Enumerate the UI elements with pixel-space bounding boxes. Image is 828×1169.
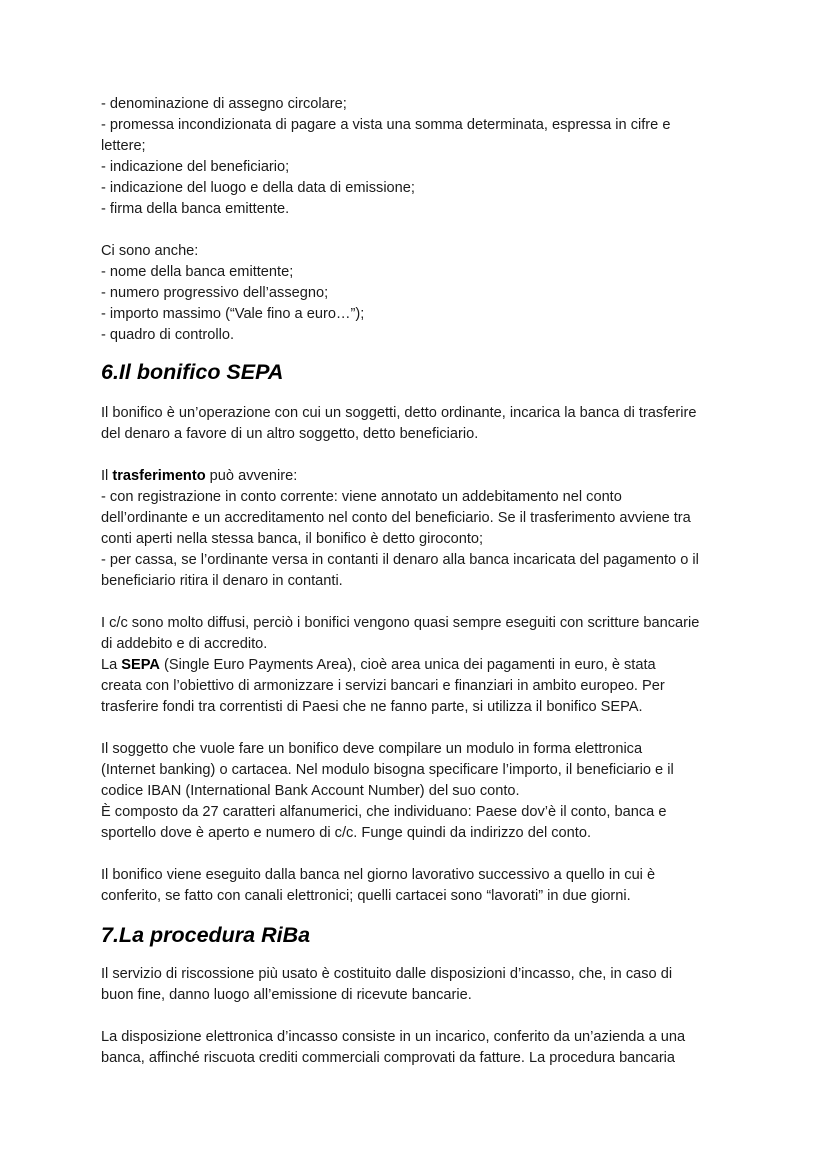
paragraph-line: Il bonifico è un’operazione con cui un soggetti, detto ordinante, incarica la banca di trasferire [101,405,697,421]
section-heading-bonifico: 6.Il bonifico SEPA [101,360,284,384]
text-run: (Single Euro Payments Area), cioè area unica dei pagamenti in euro, è stata [159,657,656,673]
paragraph-line: - per cassa, se l’ordinante versa in contanti il denaro alla banca incaricata del pagamento o il [101,552,699,568]
paragraph-line: beneficiario ritira il denaro in contanti. [101,573,343,589]
list-item-continued: lettere; [101,138,146,154]
paragraph-line: banca, affinché riscuota crediti commerciali comprovati da fatture. La procedura bancaria [101,1050,676,1066]
paragraph-line: I c/c sono molto diffusi, perciò i bonifici vengono quasi sempre eseguiti con scritture bancarie [101,615,700,631]
paragraph-line: creata con l’obiettivo di armonizzare i servizi bancari e finanziari in ambito europeo. Per [101,678,665,694]
additional-elements-list [101,241,741,346]
paragraph-line: La disposizione elettronica d’incasso consiste in un incarico, conferito da un’azienda a una [101,1029,686,1045]
paragraph-line: buon fine, danno luogo all’emissione di ricevute bancarie. [101,987,472,1003]
list-item: - firma della banca emittente. [101,201,290,217]
paragraph-line: È composto da 27 caratteri alfanumerici, che individuano: Paese dov’è il conto, banca e [101,804,667,820]
paragraph-line: (Internet banking) o cartacea. Nel modulo bisogna specificare l’importo, il beneficiario e il [101,762,674,778]
list-item: - promessa incondizionata di pagare a vista una somma determinata, espressa in cifre e [101,117,671,133]
list-item: - nome della banca emittente; [101,264,294,280]
text-run: La [101,657,122,673]
list-item: - denominazione di assegno circolare; [101,96,347,112]
document-page [101,94,741,1069]
paragraph-line: sportello dove è aperto e numero di c/c. Funge quindi da indirizzo del conto. [101,825,591,841]
paragraph-line: dell’ordinante e un accreditamento nel conto del beneficiario. Se il trasferimento avviene tra [101,510,691,526]
list-item: - quadro di controllo. [101,327,235,343]
paragraph-line: Il bonifico viene eseguito dalla banca nel giorno lavorativo successivo a quello in cui è [101,867,656,883]
bold-term: trasferimento [112,468,206,484]
paragraph [101,865,741,907]
paragraph-line: conferito, se fatto con canali elettronici; quelli cartacei sono “lavorati” in due giorni. [101,888,631,904]
paragraph-line: - con registrazione in conto corrente: viene annotato un addebitamento nel conto [101,489,622,505]
requisites-list [101,94,741,220]
paragraph-line: codice IBAN (International Bank Account Number) del suo conto. [101,783,520,799]
text-run: Il [101,468,113,484]
list-item: - indicazione del luogo e della data di emissione; [101,180,415,196]
paragraph [101,964,741,1006]
paragraph [101,403,741,445]
paragraph-line: di addebito e di accredito. [101,636,268,652]
paragraph-line: Il servizio di riscossione più usato è costituito dalle disposizioni d’incasso, che, in caso di [101,966,673,982]
paragraph [101,1027,741,1069]
section-heading-riba: 7.La procedura RiBa [101,923,311,947]
list-item: - importo massimo (“Vale fino a euro…”); [101,306,365,322]
text-run: può avvenire: [205,468,298,484]
paragraph-line: Il soggetto che vuole fare un bonifico deve compilare un modulo in forma elettronica [101,741,643,757]
paragraph [101,613,741,718]
list-intro: Ci sono anche: [101,243,199,259]
paragraph-iban [101,739,741,844]
paragraph-line: conti aperti nella stessa banca, il bonifico è detto giroconto; [101,531,484,547]
paragraph-line [101,466,741,487]
paragraph-transfer [101,466,741,592]
paragraph-line: del denaro a favore di un altro soggetto, detto beneficiario. [101,426,479,442]
paragraph-line: trasferire fondi tra correntisti di Paesi che ne fanno parte, si utilizza il bonifico SEPA. [101,699,643,715]
paragraph-line [101,655,741,676]
bold-term: SEPA [121,657,160,673]
list-item: - numero progressivo dell’assegno; [101,285,329,301]
list-item: - indicazione del beneficiario; [101,159,290,175]
